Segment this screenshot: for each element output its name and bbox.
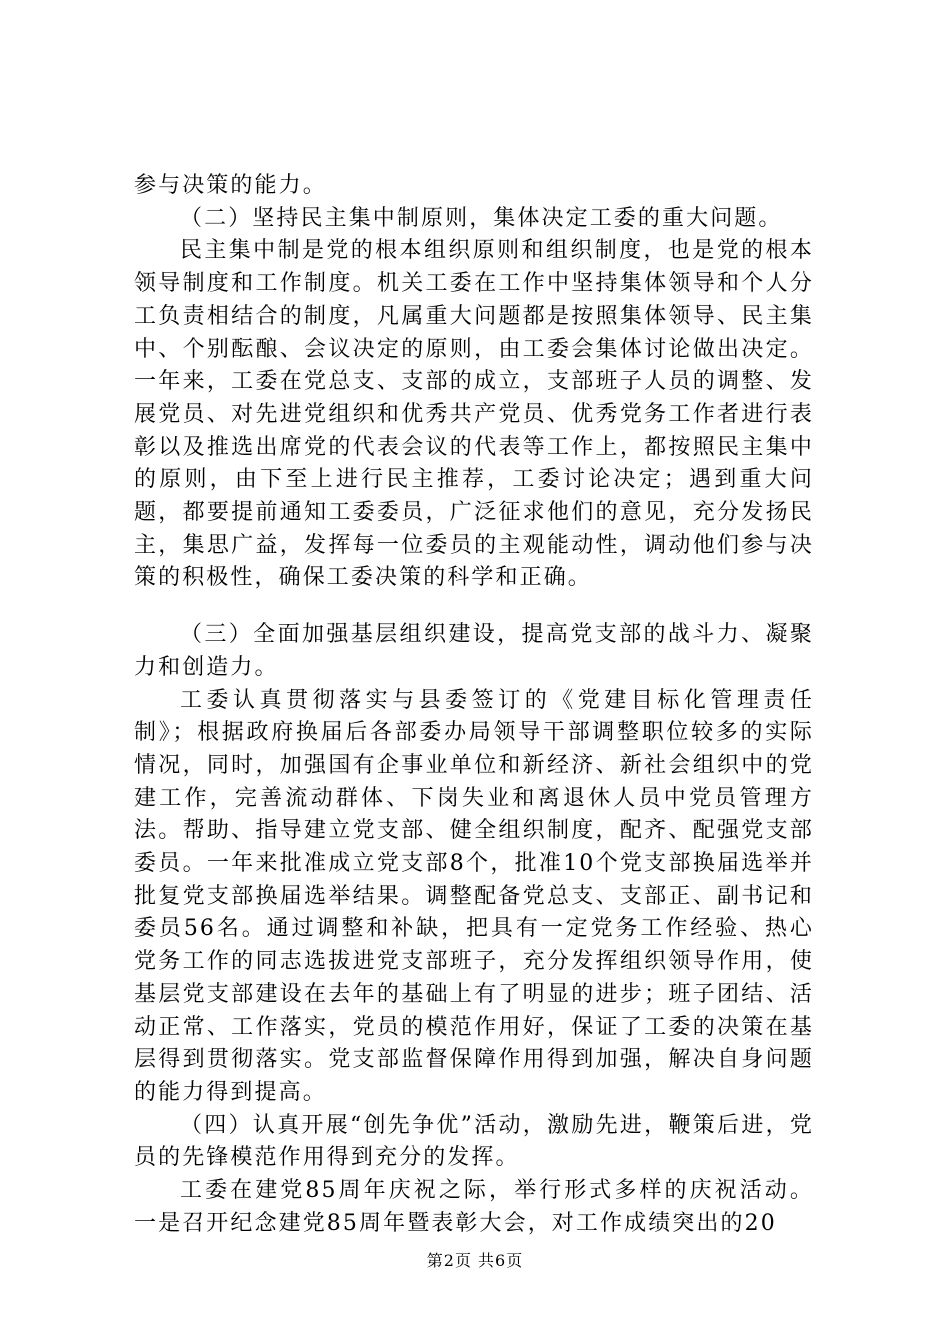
document-body [134, 170, 814, 1241]
section-heading-4: （四）认真开展“创先争优”活动，激励先进，鞭策后进，党员的先锋模范作用得到充分的发挥。 [134, 1112, 814, 1171]
paragraph-grassroots-organization: 工委认真贯彻落实与县委签订的《党建目标化管理责任制》；根据政府换届后各部委办局领导干部调整职位较多的实际情况，同时，加强国有企事业单位和新经济、新社会组织中的党建工作，完善流动群体、下岗失业和离退休人员中党员管理方法。帮助、指导建立党支部、健全组织制度，配齐、配强党支部委员。一年来批准成立党支部8个，批准10个党支部换届选举并批复党支部换届选举结果。调整配备党总支、支部正、副书记和委员56名。通过调整和补缺，把具有一定党务工作经验、热心党务工作的同志选拔进党支部班子，充分发挥组织领导作用，使基层党支部建设在去年的基础上有了明显的进步；班子团结、活动正常、工作落实，党员的模范作用好，保证了工委的决策在基层得到贯彻落实。党支部监督保障作用得到加强，解决自身问题的能力得到提高。 [134, 687, 814, 1105]
paragraph-democratic-centralism: 民主集中制是党的根本组织原则和组织制度，也是党的根本领导制度和工作制度。机关工委在工作中坚持集体领导和个人分工负责相结合的制度，凡属重大问题都是按照集体领导、民主集中、个别酝酿、会议决定的原则，由工委会集体讨论做出决定。一年来，工委在党总支、支部的成立，支部班子人员的调整、发展党员、对先进党组织和优秀共产党员、优秀党务工作者进行表彰以及推选出席党的代表会议的代表等工作上，都按照民主集中的原则，由下至上进行民主推荐，工委讨论决定；遇到重大问题，都要提前通知工委委员，广泛征求他们的意见，充分发扬民主，集思广益，发挥每一位委员的主观能动性，调动他们参与决策的积极性，确保工委决策的科学和正确。 [134, 238, 814, 591]
section-heading-3: （三）全面加强基层组织建设，提高党支部的战斗力、凝聚力和创造力。 [134, 622, 814, 680]
paragraph-celebration: 工委在建党85周年庆祝之际，举行形式多样的庆祝活动。一是召开纪念建党85周年暨表彰大会，对工作成绩突出的20 [134, 1178, 814, 1236]
page-number-footer: 第2页 共6页 [426, 1251, 524, 1270]
section-heading-2: （二）坚持民主集中制原则，集体决定工委的重大问题。 [180, 205, 783, 231]
paragraph-gap [134, 595, 814, 619]
paragraph-continuation: 参与决策的能力。 [134, 173, 327, 198]
